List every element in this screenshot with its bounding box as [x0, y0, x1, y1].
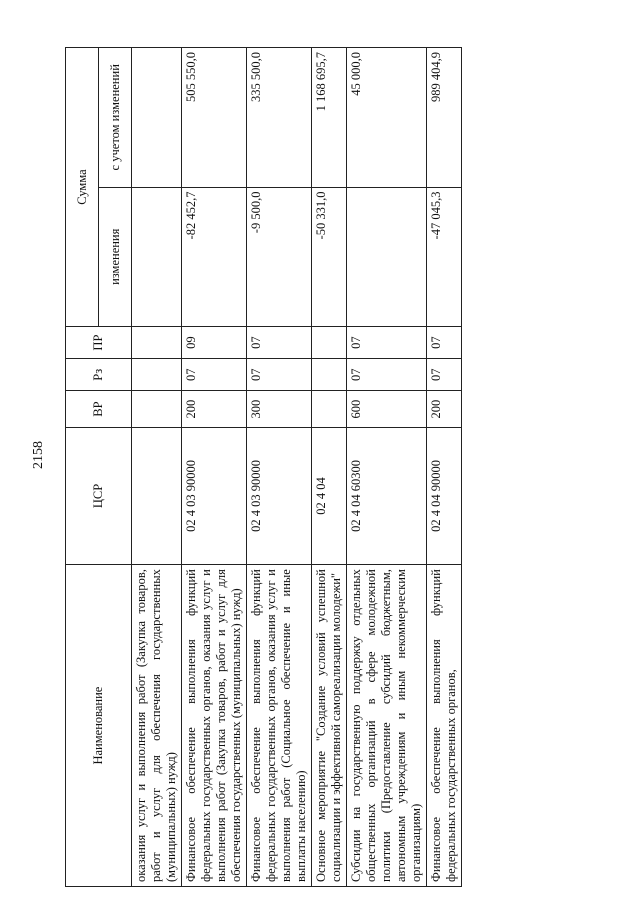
- row-with-changes: 1 168 695,7: [312, 48, 347, 188]
- row-csr: 02 4 03 90000: [182, 427, 247, 564]
- header-pr: ПР: [66, 327, 132, 359]
- header-csr: ЦСР: [66, 427, 132, 564]
- row-vr: [312, 391, 347, 427]
- table-row: [347, 48, 427, 887]
- row-vr: 600: [347, 391, 427, 427]
- row-csr: [132, 427, 182, 564]
- header-with-changes: с учетом изменений: [99, 48, 132, 188]
- rotated-page: [65, 47, 615, 887]
- row-changes: -82 452,7: [182, 187, 247, 326]
- row-csr: 02 4 04: [312, 427, 347, 564]
- row-name: Финансовое обеспечение выполнения функций федеральных государственных органов,: [427, 565, 462, 887]
- header-name: Наименование: [66, 565, 132, 887]
- row-rz: 07: [427, 359, 462, 391]
- row-name: оказания услуг и выполнения работ (Закупка товаров, работ и услуг для обеспечения государственных (муниципальных) нужд): [132, 565, 182, 887]
- row-rz: [132, 359, 182, 391]
- row-name: Финансовое обеспечение выполнения функций федеральных государственных органов, оказания услуг и выполнения работ (Социальное обеспечение и иные выплаты населению): [247, 565, 312, 887]
- row-pr: 07: [347, 327, 427, 359]
- row-csr: 02 4 04 60300: [347, 427, 427, 564]
- row-name: Субсидии на государственную поддержку отдельных общественных организаций в сфере молодежной политики (Предоставление субсидий бюджетным, автономным учреждениям и иным некоммерческим организациям): [347, 565, 427, 887]
- row-csr: 02 4 04 90000: [427, 427, 462, 564]
- budget-table: [65, 47, 462, 887]
- row-vr: 200: [427, 391, 462, 427]
- header-changes: изменения: [99, 187, 132, 326]
- row-pr: [312, 327, 347, 359]
- row-pr: 09: [182, 327, 247, 359]
- table-row: [427, 48, 462, 887]
- row-pr: [132, 327, 182, 359]
- row-pr: 07: [247, 327, 312, 359]
- row-changes: [132, 187, 182, 326]
- row-pr: 07: [427, 327, 462, 359]
- table-row: [312, 48, 347, 887]
- row-with-changes: [132, 48, 182, 188]
- row-changes: [347, 187, 427, 326]
- table-row: [132, 48, 182, 887]
- row-rz: [312, 359, 347, 391]
- row-rz: 07: [347, 359, 427, 391]
- row-vr: 300: [247, 391, 312, 427]
- row-with-changes: 45 000,0: [347, 48, 427, 188]
- row-vr: [132, 391, 182, 427]
- row-rz: 07: [247, 359, 312, 391]
- page-number: 2158: [31, 441, 46, 469]
- header-sum: Сумма: [66, 48, 99, 327]
- row-changes: -47 045,3: [427, 187, 462, 326]
- row-csr: 02 4 03 90000: [247, 427, 312, 564]
- row-name: Основное мероприятие "Создание условий успешной социализации и эффективной самореализации молодежи": [312, 565, 347, 887]
- row-changes: -50 331,0: [312, 187, 347, 326]
- row-name: Финансовое обеспечение выполнения функций федеральных государственных органов, оказания услуг и выполнения работ (Закупка товаров, работ и услуг для обеспечения государственных (муниципальных) нужд): [182, 565, 247, 887]
- table-row: [247, 48, 312, 887]
- row-with-changes: 335 500,0: [247, 48, 312, 188]
- table-row: [182, 48, 247, 887]
- row-vr: 200: [182, 391, 247, 427]
- row-changes: -9 500,0: [247, 187, 312, 326]
- header-vr: ВР: [66, 391, 132, 427]
- row-with-changes: 989 404,9: [427, 48, 462, 188]
- header-rz: Рз: [66, 359, 132, 391]
- row-with-changes: 505 550,0: [182, 48, 247, 188]
- row-rz: 07: [182, 359, 247, 391]
- rotated-page-inner: [65, 47, 615, 887]
